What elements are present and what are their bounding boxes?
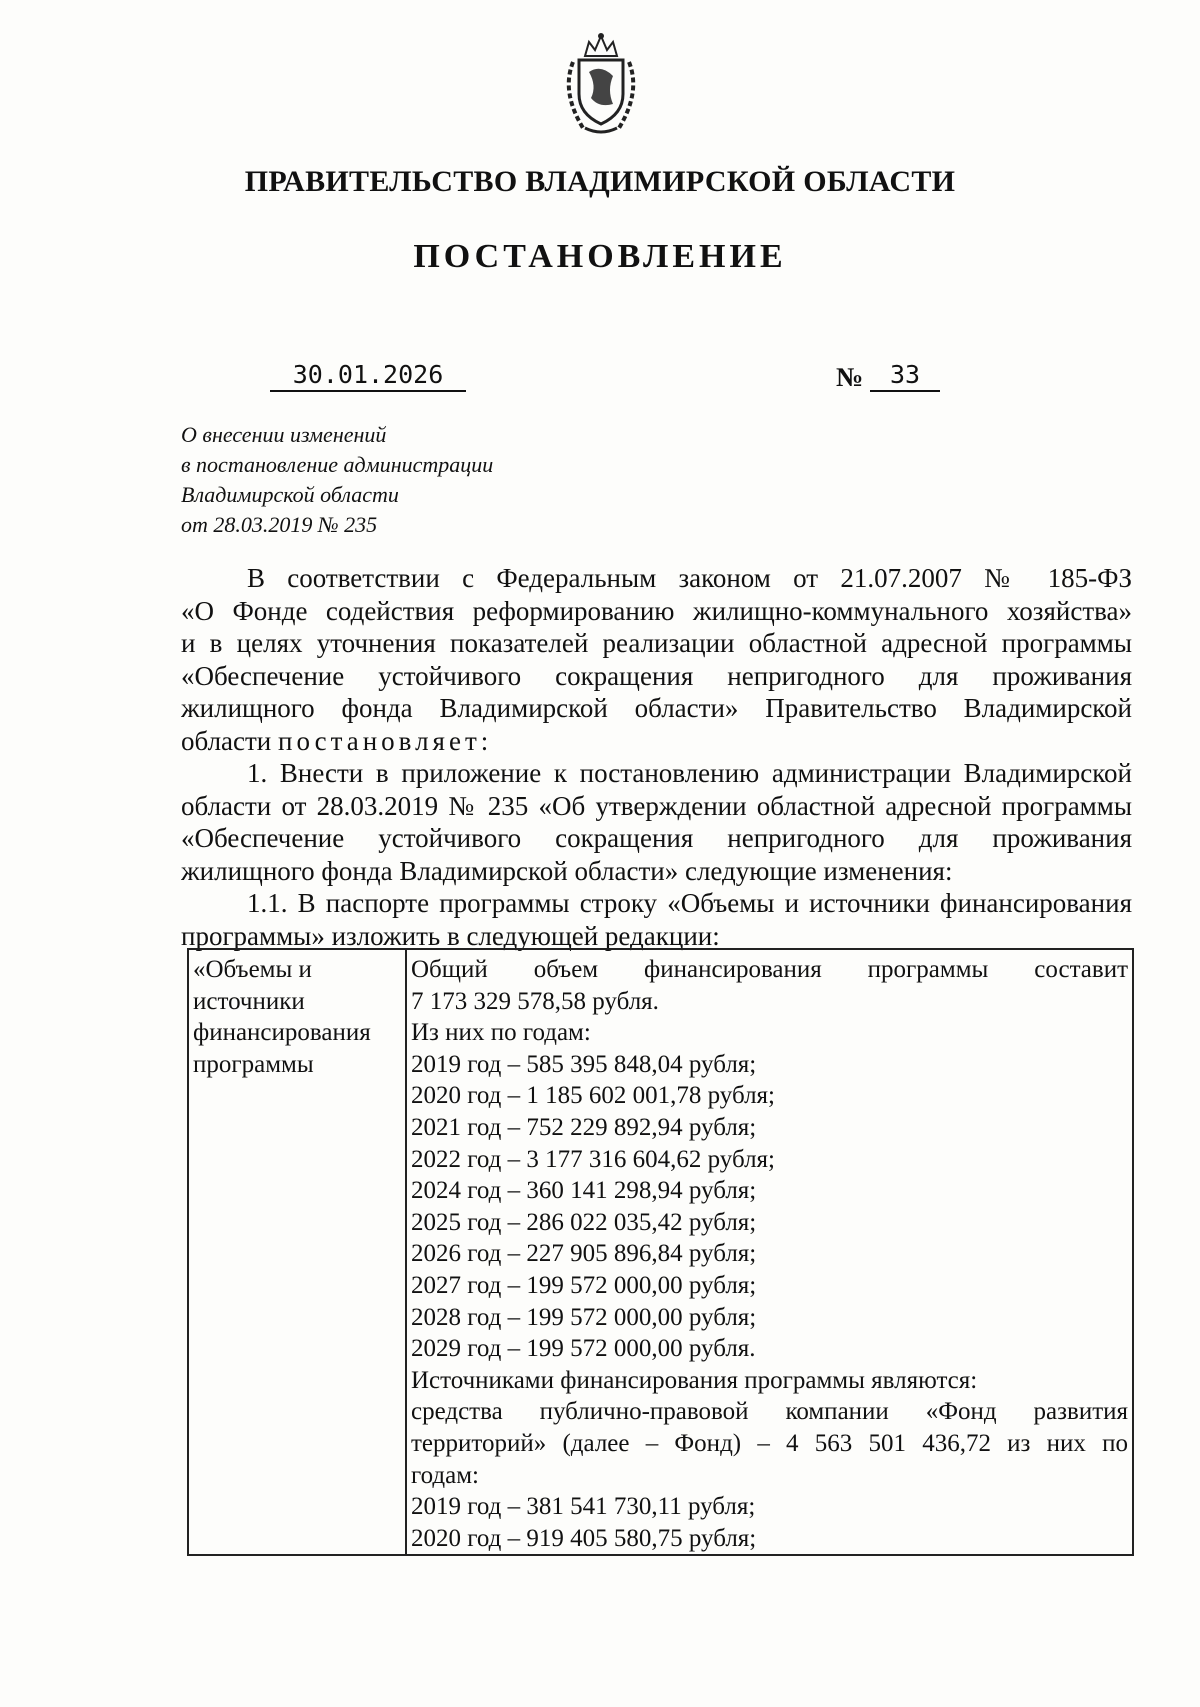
content-line: 2021 год – 752 229 892,94 рубля; [411,1113,757,1141]
content-line: 2027 год – 199 572 000,00 рубля; [411,1271,757,1299]
body-line: жилищного фонда Владимирской области» следующие изменения: [181,855,953,886]
table-content-cell [406,949,1133,1555]
content-line: 2025 год – 286 022 035,42 рубля; [411,1208,757,1236]
number-label: № [836,362,864,392]
document-body [181,562,1132,952]
content-line: Из них по годам: [411,1019,591,1047]
body-line: «О Фонде содействия реформированию жилищно-коммунального хозяйства» [181,595,1132,626]
content-line: 2022 год – 3 177 316 604,62 рубля; [411,1145,775,1173]
content-line: 2026 год – 227 905 896,84 рубля; [411,1240,757,1268]
body-line: и в целях уточнения показателей реализации областной адресной программы [181,628,1132,658]
content-line: 2019 год – 585 395 848,04 рубля; [411,1050,757,1078]
content-line: 2024 год – 360 141 298,94 рубля; [411,1177,757,1205]
content-line: 7 173 329 578,58 рубля. [411,987,659,1015]
subject-line: в постановление администрации [181,452,494,477]
content-line: 2019 год – 381 541 730,11 рубля; [411,1493,756,1521]
document-type: ПОСТАНОВЛЕНИЕ [413,238,787,275]
label-line: «Объемы и [193,956,312,983]
content-line: средства публично-правовой компании «Фонд развития [411,1398,1128,1426]
subject-line: Владимирской области [181,482,399,507]
content-line: территорий» (далее – Фонд) – 4 563 501 436,72 из них по [411,1429,1128,1457]
document-subject [181,420,493,540]
content-line: 2029 год – 199 572 000,00 рубля. [411,1335,756,1363]
table-row [188,949,1133,1555]
document-number: 33 [870,360,940,392]
subject-line: от 28.03.2019 № 235 [181,512,378,537]
content-line: 2020 год – 919 405 580,75 рубля; [411,1524,757,1552]
body-line: 1.1. В паспорте программы строку «Объемы и источники финансирования [247,888,1132,918]
label-line: финансирования [193,1019,371,1047]
subject-line: О внесении изменений [181,422,387,447]
body-line: 1. Внести в приложение к постановлению администрации Владимирской [247,758,1132,788]
label-line: источники [193,987,305,1015]
government-name: ПРАВИТЕЛЬСТВО ВЛАДИМИРСКОЙ ОБЛАСТИ [244,165,956,198]
financing-table [187,948,1134,1556]
content-line: Источниками финансирования программы являются: [411,1366,978,1394]
body-line: «Обеспечение устойчивого сокращения непригодного для проживания [181,660,1132,691]
content-line: 2028 год – 199 572 000,00 рубля; [411,1303,757,1331]
label-line: программы [193,1050,314,1078]
content-line: годам: [411,1461,479,1489]
content-line: 2020 год – 1 185 602 001,78 рубля; [411,1082,775,1110]
content-line: Общий объем финансирования программы составит [411,956,1128,983]
body-text: области [181,725,272,756]
body-line: программы» изложить в следующей редакции: [181,920,720,951]
table-label-cell [188,949,406,1555]
body-line: области от 28.03.2019 № 235 «Об утверждении областной адресной программы [181,790,1132,821]
body-line: «Обеспечение устойчивого сокращения непригодного для проживания [181,823,1132,853]
coat-of-arms-icon [555,32,647,136]
body-line: В соответствии с Федеральным законом от 21.07.2007 № 185-ФЗ [247,563,1132,593]
body-line [181,725,1132,758]
resolves-word: постановляет: [278,725,493,756]
document-date: 30.01.2026 [270,360,466,392]
body-line: жилищного фонда Владимирской области» Правительство Владимирской [181,693,1132,723]
